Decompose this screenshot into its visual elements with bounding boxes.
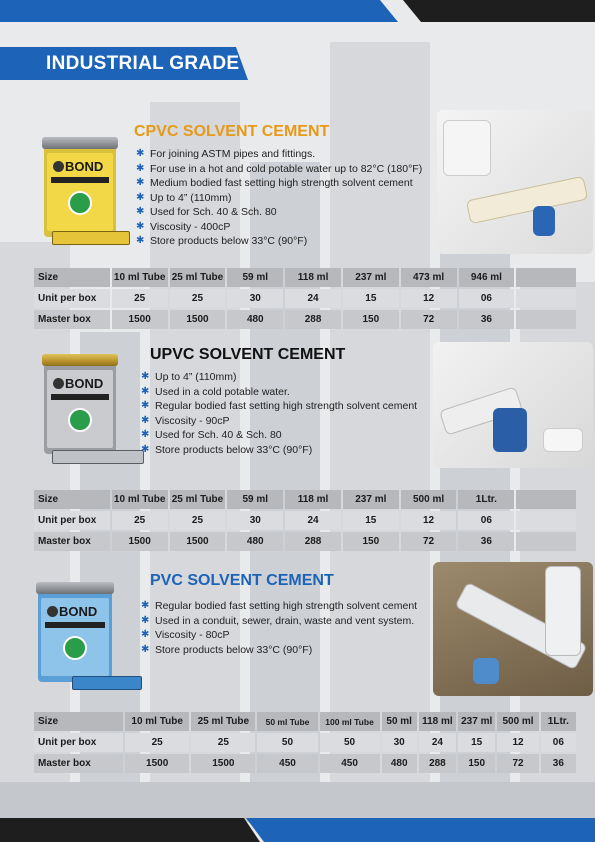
- star-bullet-icon: ✱: [136, 177, 145, 188]
- pvc-product-image: BOND: [34, 578, 142, 698]
- list-item: ✱ Medium bodied fast setting high strength solvent cement: [136, 177, 413, 189]
- list-item: ✱ Used in a conduit, sewer, drain, waste and vent system.: [141, 614, 415, 627]
- table-row: Master box 1500 1500 480 288 150 72 36: [34, 310, 576, 329]
- table-row: Size 10 ml Tube 25 ml Tube 50 ml Tube 100 ml Tube 50 ml 118 ml 237 ml 500 ml 1Ltr.: [34, 712, 576, 731]
- pvc-size-table: [32, 710, 578, 775]
- table-row: Size 10 ml Tube 25 ml Tube 59 ml 118 ml 237 ml 473 ml 946 ml: [34, 268, 576, 287]
- table-row: Unit per box 25 25 50 50 30 24 15 12 06: [34, 733, 576, 752]
- star-bullet-icon: ✱: [141, 629, 150, 640]
- pvc-title: PVC SOLVENT CEMENT: [150, 572, 334, 589]
- star-bullet-icon: ✱: [136, 148, 145, 159]
- page-title: INDUSTRIAL GRADE: [46, 53, 240, 74]
- table-row: Size 10 ml Tube 25 ml Tube 59 ml 118 ml 237 ml 500 ml 1Ltr.: [34, 490, 576, 509]
- list-item: ✱ For use in a hot and cold potable water up to 82°C (180°F): [136, 162, 423, 175]
- table-row: Master box 1500 1500 480 288 150 72 36: [34, 532, 576, 551]
- star-bullet-icon: ✱: [136, 162, 145, 174]
- cpvc-title: CPVC SOLVENT CEMENT: [134, 123, 330, 140]
- star-bullet-icon: ✱: [141, 614, 150, 626]
- upvc-size-table: [32, 488, 578, 553]
- pvc-application-photo: [433, 562, 593, 696]
- star-bullet-icon: ✱: [141, 429, 150, 440]
- upvc-application-photo: [433, 342, 593, 468]
- star-bullet-icon: ✱: [141, 414, 150, 426]
- list-item: ✱ Regular bodied fast setting high strength solvent cement: [141, 600, 418, 612]
- list-item: ✱ Regular bodied fast setting high strength solvent cement: [141, 400, 418, 412]
- upvc-title: UPVC SOLVENT CEMENT: [150, 346, 346, 363]
- list-item: ✱ For joining ASTM pipes and fittings.: [136, 148, 316, 160]
- list-item: ✱ Viscosity - 80cP: [141, 629, 230, 641]
- star-bullet-icon: ✱: [141, 643, 150, 655]
- table-row: Unit per box 25 25 30 24 15 12 06: [34, 511, 576, 530]
- table-row: Unit per box 25 25 30 24 15 12 06: [34, 289, 576, 308]
- list-item: ✱ Used for Sch. 40 & Sch. 80: [136, 206, 277, 218]
- list-item: ✱ Used for Sch. 40 & Sch. 80: [141, 429, 282, 441]
- list-item: ✱ Used in a cold potable water.: [141, 385, 290, 398]
- star-bullet-icon: ✱: [136, 191, 145, 203]
- cpvc-application-photo: [437, 110, 593, 254]
- star-bullet-icon: ✱: [141, 443, 150, 455]
- star-bullet-icon: ✱: [136, 235, 145, 246]
- list-item: ✱ Store products below 33°C (90°F): [141, 643, 313, 656]
- star-bullet-icon: ✱: [136, 206, 145, 217]
- list-item: ✱ Store products below 33°C (90°F): [136, 235, 308, 247]
- list-item: ✱ Viscosity - 400cP: [136, 220, 231, 233]
- list-item: ✱ Viscosity - 90cP: [141, 414, 230, 427]
- list-item: ✱ Up to 4” (110mm): [141, 371, 237, 383]
- table-row: Master box 1500 1500 450 450 480 288 150 72 36: [34, 754, 576, 773]
- star-bullet-icon: ✱: [136, 220, 145, 232]
- list-item: ✱ Store products below 33°C (90°F): [141, 443, 313, 456]
- top-decor-strip: [0, 0, 595, 22]
- upvc-product-image: BOND: [40, 352, 148, 472]
- star-bullet-icon: ✱: [141, 385, 150, 397]
- cpvc-size-table: [32, 266, 578, 331]
- list-item: ✱ Up to 4” (110mm): [136, 191, 232, 204]
- cpvc-bullet-list: [136, 147, 422, 249]
- cpvc-product-image: BOND: [42, 135, 134, 253]
- bottom-decor-strip: [0, 818, 595, 842]
- pvc-bullet-list: [141, 599, 417, 657]
- star-bullet-icon: ✱: [141, 600, 150, 611]
- star-bullet-icon: ✱: [141, 400, 150, 411]
- star-bullet-icon: ✱: [141, 371, 150, 382]
- upvc-bullet-list: [141, 370, 417, 457]
